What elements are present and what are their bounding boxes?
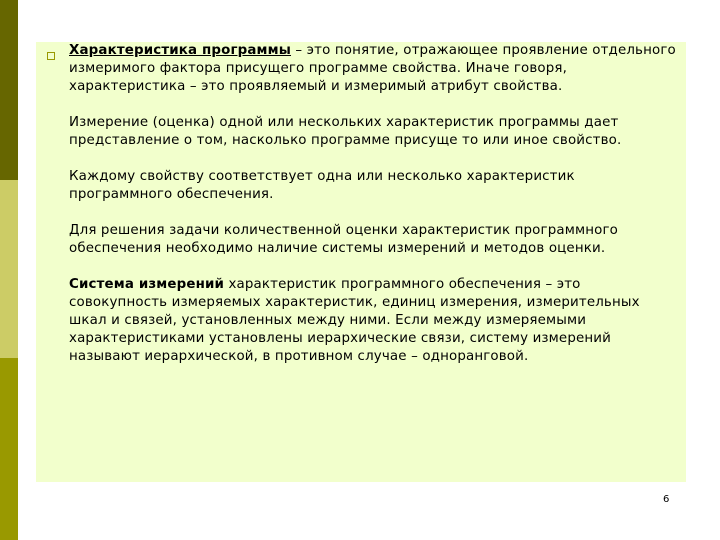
content-box — [36, 42, 686, 482]
system-text: характеристик программного обеспечения – это совокупность измеряемых характеристик, единиц измерения, измерительных шкал и связей, установленных между ними. Если между измеряемыми характеристиками установлены иерархические связи, систему измерений называют иерархической, в противном случае – одноранговой. — [69, 277, 640, 364]
body-text — [69, 42, 681, 366]
paragraph-task: Для решения задачи количественной оценки характеристик программного обеспечения необходимо наличие системы измерений и методов оценки. — [69, 223, 618, 256]
page-number: 6 — [663, 494, 670, 505]
square-bullet-icon — [47, 52, 55, 60]
term-measurement-system: Система измерений — [69, 277, 225, 292]
side-bar-bottom — [0, 358, 18, 540]
side-bar-top — [0, 0, 18, 180]
term-characteristic: Характеристика программы — [69, 43, 292, 58]
paragraph-definition — [69, 42, 681, 96]
paragraph-system — [69, 276, 681, 366]
paragraph-measurement: Измерение (оценка) одной или нескольких характеристик программы дает представление о том, насколько программе присуще то или иное свойство. — [69, 115, 622, 148]
paragraph-property: Каждому свойству соответствует одна или несколько характеристик программного обеспечения. — [69, 169, 575, 202]
definition-text: – это понятие, отражающее проявление отдельного измеримого фактора присущего программе свойства. Иначе говоря, характеристика – это проявляемый и измеримый атрибут свойства. — [69, 43, 676, 94]
side-bar-middle — [0, 180, 18, 358]
